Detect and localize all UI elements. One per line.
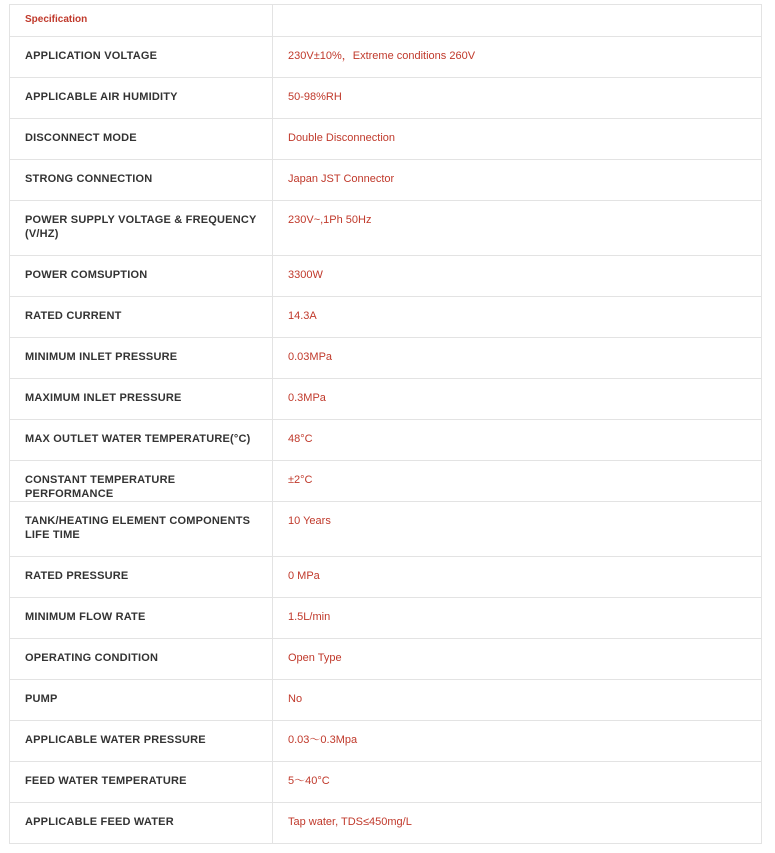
spec-label: APPLICABLE AIR HUMIDITY [10, 78, 273, 119]
spec-label: DISCONNECT MODE [10, 119, 273, 160]
table-row [10, 338, 762, 379]
table-row [10, 721, 762, 762]
spec-value: Open Type [273, 639, 762, 680]
table-row [10, 598, 762, 639]
spec-value: 3300W [273, 256, 762, 297]
spec-label: POWER SUPPLY VOLTAGE & FREQUENCY (V/HZ) [10, 201, 273, 256]
table-row [10, 762, 762, 803]
spec-label: RATED CURRENT [10, 297, 273, 338]
spec-label: APPLICABLE FEED WATER [10, 803, 273, 844]
spec-label: OPERATING CONDITION [10, 639, 273, 680]
spec-value: 230V±10%，Extreme conditions 260V [273, 37, 762, 78]
spec-header-title: Specification [10, 5, 273, 37]
spec-label: MAX OUTLET WATER TEMPERATURE(°C) [10, 420, 273, 461]
spec-value: Japan JST Connector [273, 160, 762, 201]
table-row [10, 37, 762, 78]
spec-label: APPLICATION VOLTAGE [10, 37, 273, 78]
specification-table [9, 4, 762, 844]
table-row [10, 502, 762, 557]
table-row [10, 256, 762, 297]
spec-value: 0.3MPa [273, 379, 762, 420]
spec-label: MINIMUM INLET PRESSURE [10, 338, 273, 379]
spec-value: 48°C [273, 420, 762, 461]
spec-label: RATED PRESSURE [10, 557, 273, 598]
spec-value: 230V~,1Ph 50Hz [273, 201, 762, 256]
spec-label: PUMP [10, 680, 273, 721]
spec-value: 50-98%RH [273, 78, 762, 119]
table-row [10, 680, 762, 721]
spec-value: 1.5L/min [273, 598, 762, 639]
table-row [10, 420, 762, 461]
spec-label: TANK/HEATING ELEMENT COMPONENTS LIFE TIME [10, 502, 273, 557]
table-row [10, 297, 762, 338]
table-row [10, 78, 762, 119]
spec-label: MAXIMUM INLET PRESSURE [10, 379, 273, 420]
spec-value: 14.3A [273, 297, 762, 338]
table-row [10, 557, 762, 598]
spec-label: STRONG CONNECTION [10, 160, 273, 201]
spec-label: APPLICABLE WATER PRESSURE [10, 721, 273, 762]
spec-value: 5～40°C [273, 762, 762, 803]
table-row [10, 461, 762, 502]
table-header-row [10, 5, 762, 37]
spec-label: CONSTANT TEMPERATURE PERFORMANCE [10, 461, 273, 502]
table-row [10, 119, 762, 160]
spec-label: FEED WATER TEMPERATURE [10, 762, 273, 803]
table-row [10, 160, 762, 201]
spec-value: ±2°C [273, 461, 762, 502]
spec-value: 0.03～0.3Mpa [273, 721, 762, 762]
spec-value: Tap water, TDS≤450mg/L [273, 803, 762, 844]
spec-header-value [273, 5, 762, 37]
spec-value: 10 Years [273, 502, 762, 557]
spec-label: MINIMUM FLOW RATE [10, 598, 273, 639]
spec-value: 0 MPa [273, 557, 762, 598]
table-row [10, 379, 762, 420]
spec-value: Double Disconnection [273, 119, 762, 160]
table-row [10, 639, 762, 680]
table-row [10, 803, 762, 844]
spec-value: 0.03MPa [273, 338, 762, 379]
spec-value: No [273, 680, 762, 721]
table-row [10, 201, 762, 256]
spec-label: POWER COMSUPTION [10, 256, 273, 297]
